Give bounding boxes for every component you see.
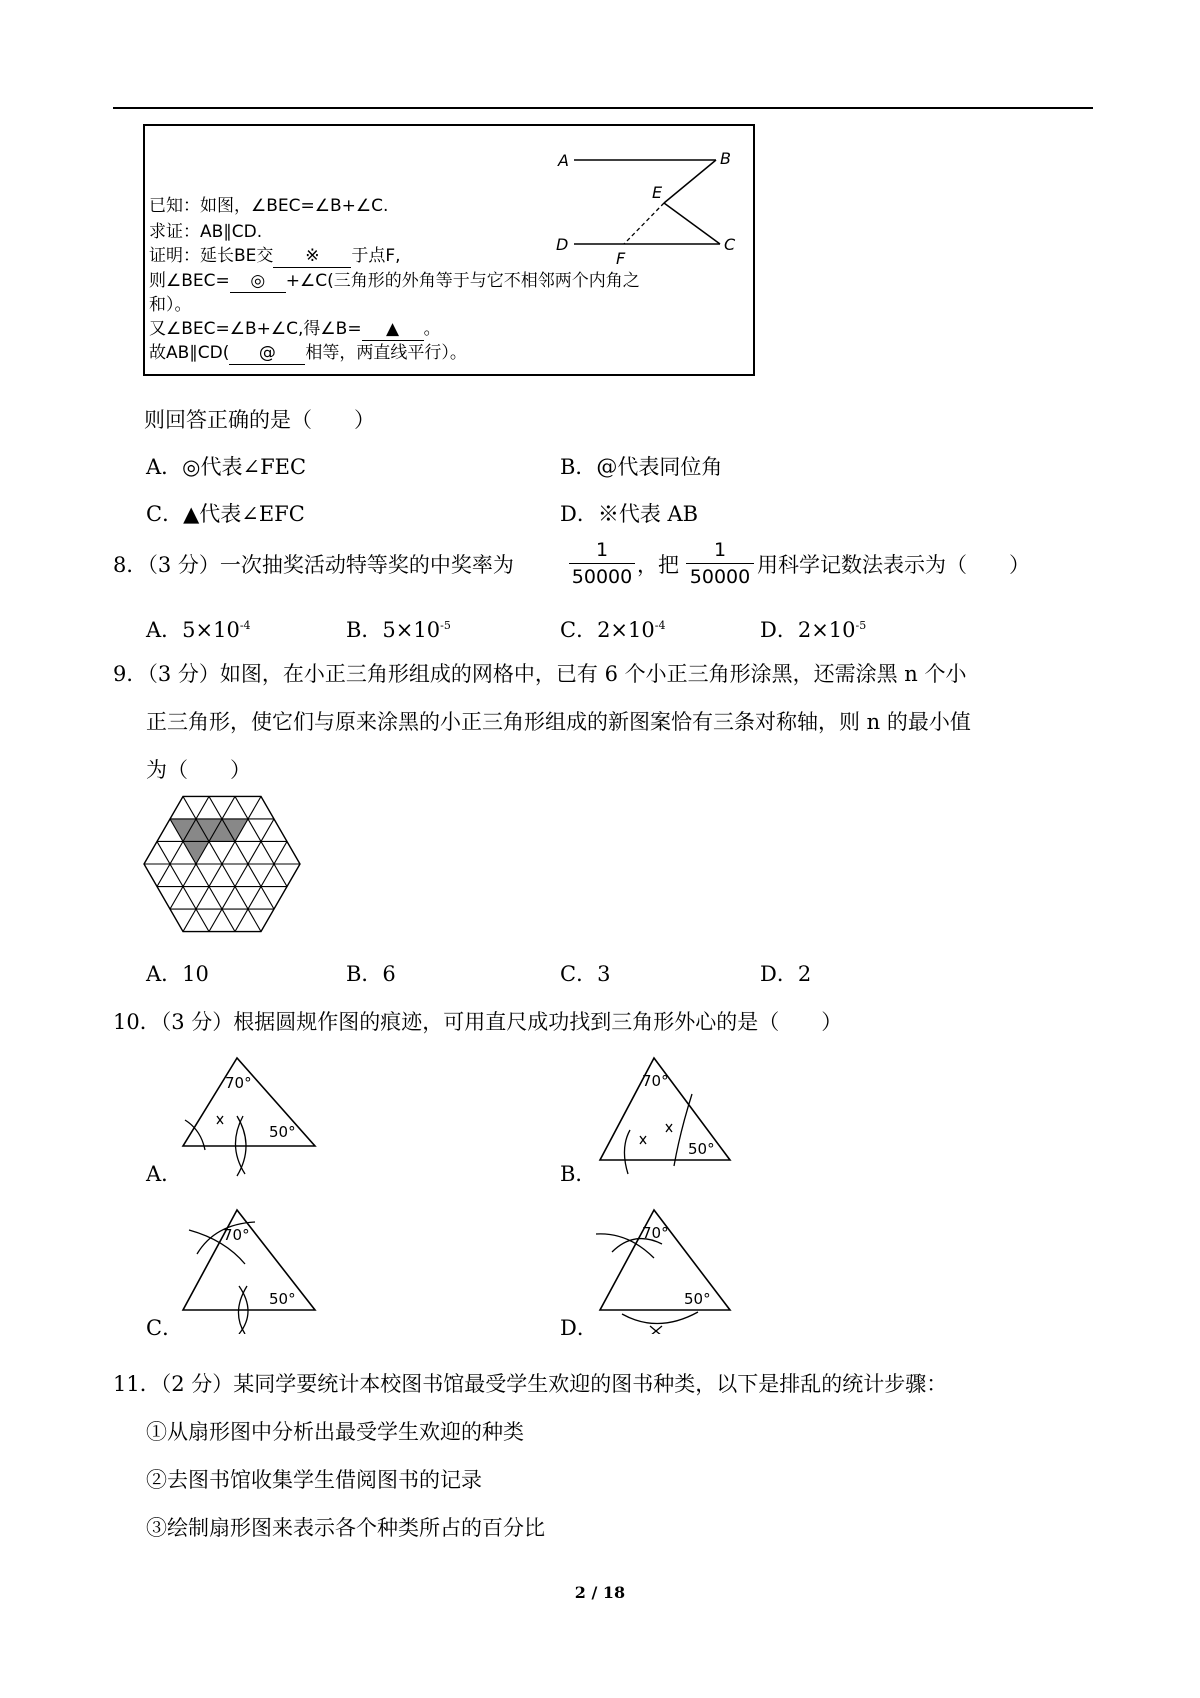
q8-stem-start: 8．（3 分）一次抽奖活动特等奖的中奖率为	[113, 553, 514, 577]
angle-50-label-a: 50°	[269, 1123, 296, 1141]
q7-option-b[interactable]: B．@代表同位角	[560, 455, 723, 479]
q11-step-3: ③绘制扇形图来表示各个种类所占的百分比	[146, 1516, 545, 1540]
q7-option-d[interactable]: D．※代表 AB	[560, 502, 699, 526]
q10-figure-d[interactable]	[592, 1204, 742, 1334]
q8-option-c[interactable]: C．$2\times 10^{-4}$	[560, 618, 666, 642]
q10-option-d-label[interactable]: D．	[560, 1316, 598, 1340]
hexagon-triangle-grid	[136, 790, 308, 940]
q9-option-b[interactable]: B．6	[346, 962, 396, 986]
header-rule	[113, 107, 1093, 109]
q9-stem-line1: 9．（3 分）如图，在小正三角形组成的网格中，已有 6 个小正三角形涂黑，还需涂黑 n 个小	[113, 662, 967, 686]
q8-option-d[interactable]: D．$2\times 10^{-5}$	[760, 618, 867, 642]
q10-option-c-label[interactable]: C．	[146, 1316, 184, 1340]
symbol-reference-mark: ※	[305, 246, 320, 266]
q8-stem-end: 用科学记数法表示为（ ）	[757, 553, 1030, 577]
q8-option-a[interactable]: A．$5\times 10^{-4}$	[146, 618, 251, 642]
proof-line-therefore: 故AB∥CD( @ 相等，两直线平行）。	[149, 343, 467, 363]
q9-option-c[interactable]: C．3	[560, 962, 611, 986]
q10-stem: 10．（3 分）根据圆规作图的痕迹，可用直尺成功找到三角形外心的是（ ）	[113, 1010, 843, 1034]
q11-stem: 11．（2 分）某同学要统计本校图书馆最受学生欢迎的图书种类，以下是排乱的统计步骤：	[113, 1372, 948, 1396]
q10-option-b-label[interactable]: B．	[560, 1162, 597, 1186]
q10-figure-a[interactable]	[175, 1050, 325, 1180]
q7-option-a[interactable]: A．◎代表∠FEC	[146, 455, 307, 479]
grid-lines	[136, 790, 308, 940]
proof-line-prove: 求证：AB∥CD.	[149, 222, 263, 242]
q9-option-a[interactable]: A．10	[146, 962, 209, 986]
q10-figure-c[interactable]	[175, 1204, 325, 1334]
q9-stem-line2: 正三角形，使它们与原来涂黑的小正三角形组成的新图案恰有三条对称轴，则 n 的最小值	[146, 710, 971, 734]
symbol-triangle: ▲	[386, 319, 400, 339]
angle-70-label-d: 70°	[642, 1224, 669, 1242]
label-e: E	[652, 183, 663, 202]
proof-line-sum: 和）。	[149, 295, 192, 315]
symbol-at: @	[258, 343, 276, 363]
q9-option-d[interactable]: D．2	[760, 962, 812, 986]
label-b: B	[720, 149, 731, 168]
label-a: A	[558, 151, 569, 170]
proof-line-again: 又∠BEC=∠B+∠C,得∠B= ▲ 。	[149, 319, 441, 339]
q8-fraction-2: $\frac{1}{50000}$	[686, 537, 754, 590]
proof-line-extend: 证明：延长BE交 ※ 于点F,	[149, 246, 401, 266]
q10-option-a-label[interactable]: A．	[146, 1162, 183, 1186]
q8-fraction-1: $\frac{1}{50000}$	[569, 537, 635, 590]
symbol-bullseye: ◎	[250, 271, 266, 291]
q11-step-1: ①从扇形图中分析出最受学生欢迎的种类	[146, 1420, 524, 1444]
label-c: C	[724, 235, 736, 254]
shaded-triangle	[183, 841, 209, 864]
q11-step-2: ②去图书馆收集学生借阅图书的记录	[146, 1468, 482, 1492]
angle-70-label-c: 70°	[223, 1226, 250, 1244]
angle-70-label-b: 70°	[642, 1072, 669, 1090]
proof-line-given: 已知：如图，∠BEC=∠B+∠C.	[149, 196, 389, 216]
angle-50-label-b: 50°	[688, 1140, 715, 1158]
q8-option-b[interactable]: B．$5\times 10^{-5}$	[346, 618, 451, 642]
page-number: 2 / 18	[574, 1583, 626, 1602]
label-d: D	[556, 235, 569, 254]
q7-prompt: 则回答正确的是（ ）	[144, 408, 375, 432]
angle-70-label-a: 70°	[225, 1074, 252, 1092]
q9-stem-line3: 为（ ）	[146, 758, 251, 782]
parallel-lines-figure	[550, 140, 750, 270]
angle-50-label-c: 50°	[269, 1290, 296, 1308]
label-f: F	[616, 249, 626, 268]
q10-figure-b[interactable]	[592, 1050, 742, 1180]
proof-line-then: 则∠BEC= ◎ +∠C(三角形的外角等于与它不相邻两个内角之	[149, 271, 640, 291]
q7-option-c[interactable]: C．▲代表∠EFC	[146, 502, 305, 526]
angle-50-label-d: 50°	[684, 1290, 711, 1308]
q8-stem-mid: ，把	[637, 553, 679, 577]
